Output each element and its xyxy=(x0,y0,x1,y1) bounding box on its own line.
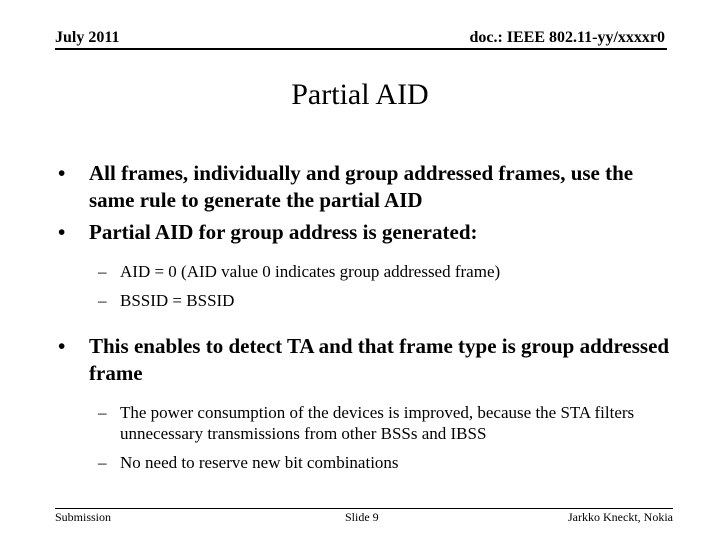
sub-bullet-bssid xyxy=(58,290,678,311)
sub-bullet-aid xyxy=(58,261,678,282)
header-divider xyxy=(55,48,667,50)
bullet-marker: • xyxy=(58,334,66,358)
slide-body xyxy=(58,160,678,481)
sub-bullet-power xyxy=(58,402,678,444)
sub-bullet-text: AID = 0 (AID value 0 indicates group addressed frame) xyxy=(120,262,501,281)
footer-submission: Submission xyxy=(55,510,112,524)
bullet-3 xyxy=(58,333,678,387)
header-date: July 2011 xyxy=(55,29,120,46)
sub-bullet-marker: – xyxy=(98,291,107,310)
header-doc-id: doc.: IEEE 802.11-yy/xxxxr0 xyxy=(469,29,665,46)
bullet-2 xyxy=(58,219,678,246)
bullet-1 xyxy=(58,160,678,214)
footer-slide-number: Slide 9 xyxy=(345,510,379,524)
sub-bullet-bits xyxy=(58,452,678,473)
sub-bullet-text: The power consumption of the devices is improved, because the STA filters unnecessary transmissions from other BSSs and IBSS xyxy=(120,403,635,443)
sub-bullet-marker: – xyxy=(98,453,107,472)
sub-bullet-text: No need to reserve new bit combinations xyxy=(120,453,399,472)
bullet-marker: • xyxy=(58,161,66,185)
slide-title: Partial AID xyxy=(291,78,429,111)
footer-author: Jarkko Kneckt, Nokia xyxy=(568,510,673,524)
footer-divider xyxy=(55,508,673,509)
bullet-marker: • xyxy=(58,220,66,244)
sub-bullet-marker: – xyxy=(98,403,107,422)
sub-bullet-marker: – xyxy=(98,262,107,281)
bullet-text: All frames, individually and group addressed frames, use the same rule to generate the partial AID xyxy=(89,161,634,212)
bullet-text: Partial AID for group address is generated: xyxy=(89,220,478,244)
sub-bullet-text: BSSID = BSSID xyxy=(120,291,235,310)
bullet-text: This enables to detect TA and that frame type is group addressed frame xyxy=(89,334,670,385)
